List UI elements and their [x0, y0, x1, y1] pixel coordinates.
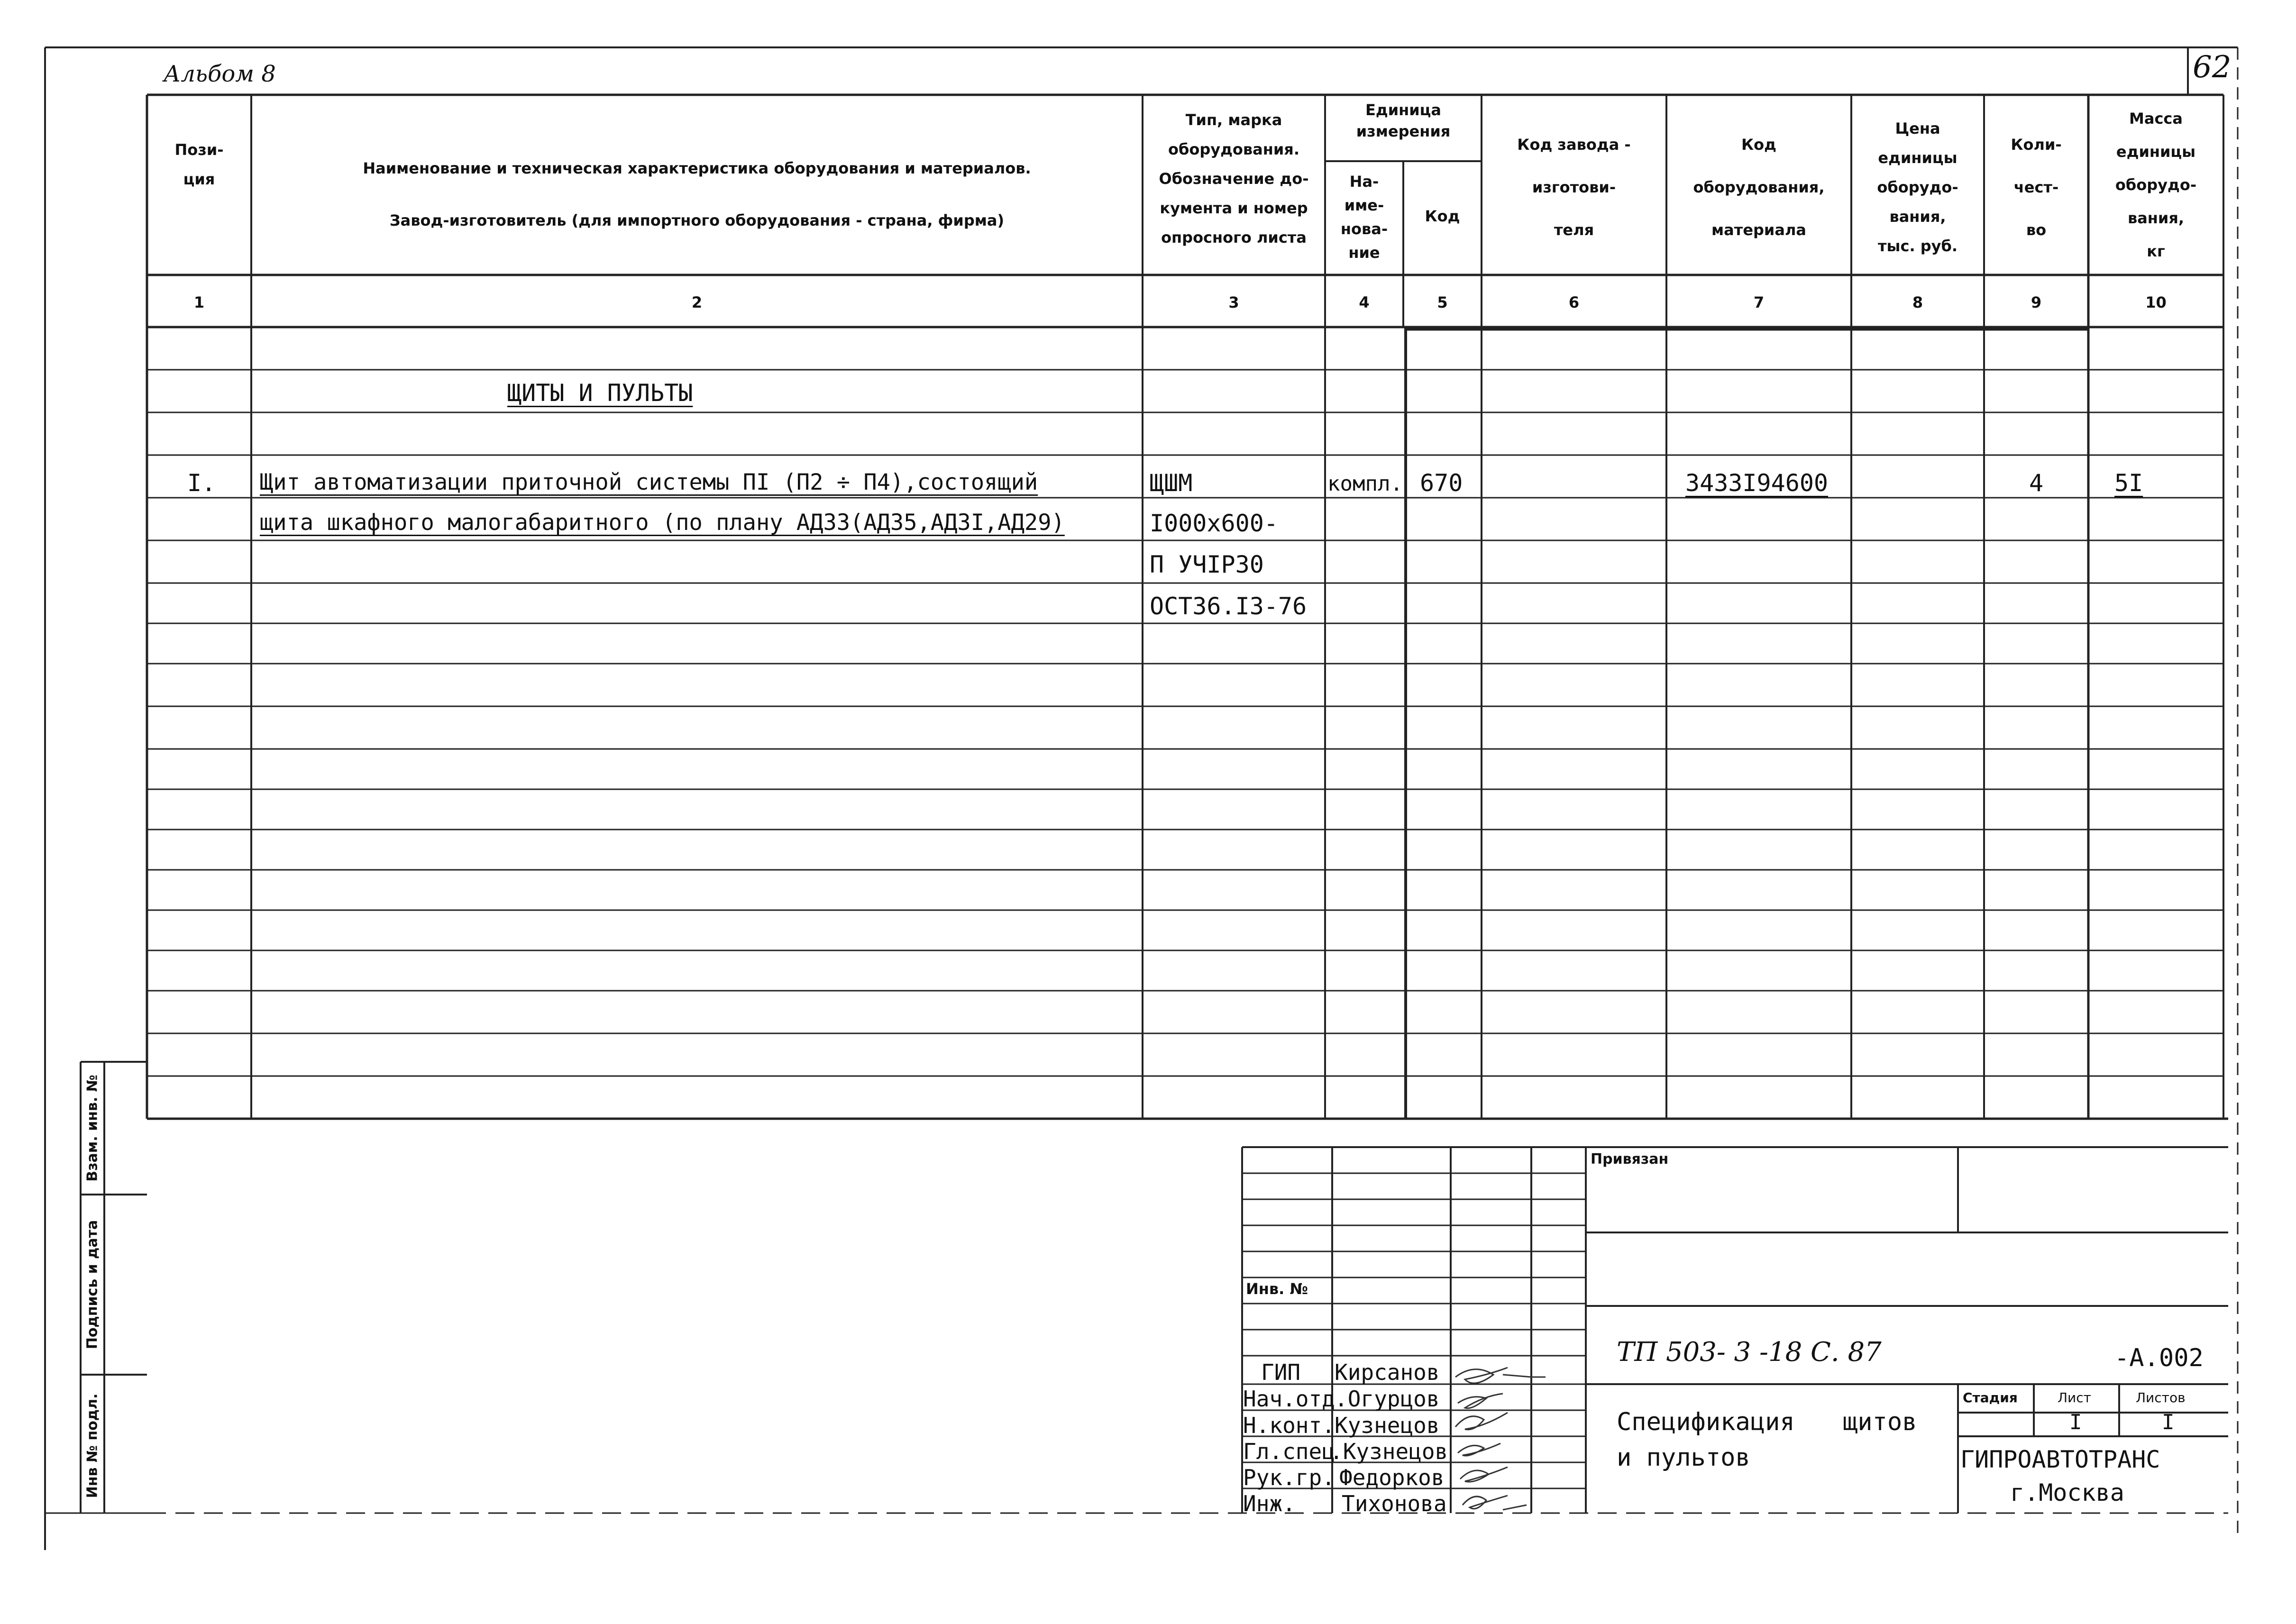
side-inv-repl: Взам. инв. № [84, 1075, 101, 1182]
attached-label: Привязан [1591, 1151, 1669, 1168]
album-label: Альбом 8 [164, 61, 276, 87]
inv-no-label: Инв. № [1246, 1280, 1308, 1298]
col-num-4: 4 [1359, 293, 1370, 311]
doc-suffix: -А.002 [2114, 1344, 2204, 1372]
name-2: .Огурцов [1335, 1386, 1440, 1412]
header-unit-name: На- име- нова- ние [1340, 173, 1388, 262]
col-num-3: 3 [1228, 293, 1239, 311]
item-type-line-2: I000x600- [1150, 510, 1278, 537]
sheet-label: Лист [2058, 1390, 2091, 1405]
role-1: ГИП [1261, 1359, 1301, 1385]
item-position: I. [187, 469, 216, 497]
item-mass: 5I [2114, 469, 2143, 497]
name-1: Кирсанов [1335, 1359, 1440, 1385]
name-5: Федорков [1339, 1465, 1445, 1490]
section-title: ЩИТЫ И ПУЛЬТЫ [507, 379, 693, 407]
header-name: Наименование и техническая характеристика оборудования и материалов. Завод-изготовитель (для импортного оборудования - страна, фирма) [363, 159, 1031, 229]
role-3: Н.конт. [1243, 1413, 1335, 1438]
col-num-9: 9 [2031, 293, 2042, 311]
col-num-10: 10 [2145, 293, 2167, 311]
role-4: Гл.спец [1243, 1439, 1335, 1464]
item-name-line-1: Щит автоматизации приточной системы ПI (П2 ÷ П4),состоящий [260, 469, 1038, 495]
item-type-line-3: П УЧIР30 [1150, 551, 1264, 578]
item-name-line-2: щита шкафного малогабаритного (по плану АД33(АД35,АД3I,АД29) [260, 510, 1065, 536]
header-price: Цена единицы оборудо- вания, тыс. руб. [1877, 119, 1958, 255]
item-type-line-4: ОСТ36.I3-76 [1150, 593, 1307, 620]
header-equip-code: Код оборудования, материала [1693, 136, 1825, 239]
page-number: 62 [2193, 50, 2232, 85]
org-name: ГИПРОАВТОТРАНС [1960, 1446, 2160, 1473]
role-2: Нач.отд [1243, 1386, 1335, 1412]
header-maker-code: Код завода - изготови- теля [1517, 136, 1631, 239]
doc-title-line-1: Спецификация щитов [1617, 1408, 1917, 1436]
col-num-5: 5 [1437, 293, 1448, 311]
name-4: .Кузнецов [1330, 1439, 1448, 1464]
side-inv-orig: Инв № подл. [84, 1393, 101, 1498]
role-6: Инж. [1243, 1491, 1296, 1516]
sheets-value: I [2162, 1410, 2175, 1434]
side-sign-date: Подпись и дата [84, 1220, 101, 1350]
sheets-label: Листов [2136, 1390, 2186, 1405]
col-num-2: 2 [691, 293, 703, 311]
stage-label: Стадия [1963, 1390, 2018, 1405]
col-num-1: 1 [193, 293, 205, 311]
header-pos: Пози- ция [174, 141, 224, 188]
sheet-value: I [2069, 1410, 2082, 1434]
item-unit-name: компл. [1327, 472, 1403, 496]
header-type: Тип, марка оборудования. Обозначение до- кумента и номер опросного листа [1159, 111, 1309, 246]
header-unit-code: Код [1425, 207, 1460, 225]
header-qty: Коли- чест- во [2011, 136, 2062, 239]
doc-code: ТП 503- 3 -18 С. 87 [1617, 1337, 1882, 1368]
item-equip-code: 3433I94600 [1685, 469, 1829, 497]
role-5: Рук.гр. [1243, 1465, 1335, 1490]
doc-title-line-2: и пультов [1617, 1443, 1750, 1472]
org-city: г.Москва [2010, 1479, 2124, 1506]
col-num-8: 8 [1912, 293, 1923, 311]
name-3: Кузнецов [1335, 1413, 1440, 1438]
item-qty: 4 [2029, 469, 2044, 497]
col-num-6: 6 [1568, 293, 1580, 311]
header-unit-group: Единица измерения [1356, 101, 1451, 140]
header-mass: Масса единицы оборудо- вания, кг [2115, 109, 2197, 260]
col-num-7: 7 [1753, 293, 1765, 311]
item-type-line-1: ЩШМ [1150, 469, 1193, 497]
item-unit-code: 670 [1420, 469, 1463, 497]
name-6: Тихонова [1342, 1491, 1447, 1516]
